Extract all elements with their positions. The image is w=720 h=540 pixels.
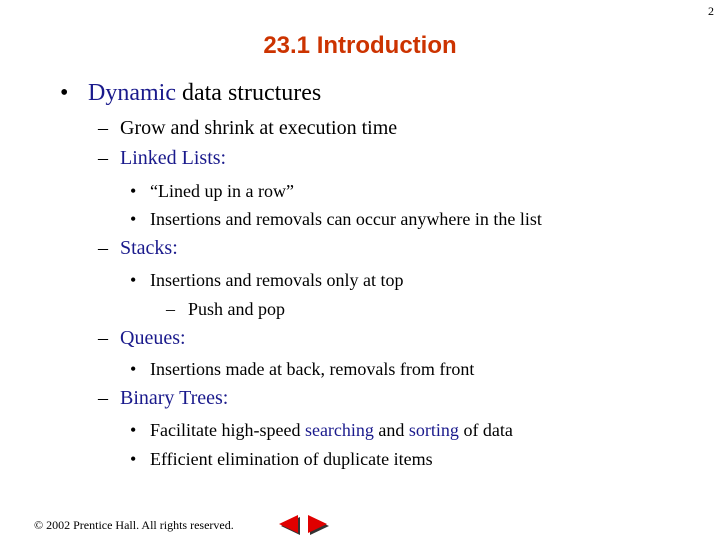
bullet-marker: • bbox=[130, 449, 137, 469]
page-number: 2 bbox=[708, 4, 714, 18]
bullet-marker: • bbox=[60, 80, 69, 106]
copyright-footer: © 2002 Prentice Hall. All rights reserved. bbox=[34, 518, 234, 532]
subitem-heading: Stacks: bbox=[120, 237, 178, 259]
dash-marker: – bbox=[98, 117, 108, 139]
stacks-subpoint-push-pop bbox=[166, 299, 285, 320]
dash-marker: – bbox=[98, 237, 108, 259]
bullet-dynamic-data-structures bbox=[60, 80, 321, 107]
subpoint-text: Push and pop bbox=[188, 299, 286, 319]
subitem-grow-shrink bbox=[98, 117, 397, 140]
subitem-heading: Linked Lists: bbox=[120, 147, 227, 169]
point-text-pre: Facilitate high-speed bbox=[150, 420, 305, 440]
bullet-marker: • bbox=[130, 359, 137, 379]
bullet-text: data structures bbox=[175, 80, 322, 106]
linked-lists-point-lined-up bbox=[130, 181, 294, 202]
right-triangle-icon bbox=[306, 514, 332, 536]
subitem-stacks bbox=[98, 237, 178, 260]
queues-point-insertions bbox=[130, 359, 474, 380]
slide-title: 23.1 Introduction bbox=[263, 32, 457, 59]
point-text: Efficient elimination of duplicate items bbox=[150, 449, 433, 469]
left-triangle-icon bbox=[276, 514, 302, 536]
point-text: Insertions and removals only at top bbox=[150, 270, 404, 290]
emphasis-searching: searching bbox=[304, 420, 374, 440]
dash-marker: – bbox=[98, 327, 108, 349]
point-text: “Lined up in a row” bbox=[150, 181, 294, 201]
next-slide-button[interactable] bbox=[306, 514, 332, 536]
subitem-queues bbox=[98, 327, 186, 350]
emphasis-sorting: sorting bbox=[408, 420, 459, 440]
point-text-mid: and bbox=[373, 420, 409, 440]
emphasis-dynamic: Dynamic bbox=[88, 80, 176, 106]
previous-slide-button[interactable] bbox=[276, 514, 302, 536]
bullet-marker: • bbox=[130, 181, 137, 201]
dash-marker: – bbox=[98, 147, 108, 169]
stacks-point-insertions bbox=[130, 270, 403, 291]
subitem-linked-lists bbox=[98, 147, 226, 170]
binary-trees-point-facilitate bbox=[130, 420, 513, 441]
point-text: Insertions made at back, removals from front bbox=[150, 359, 475, 379]
subitem-text: Grow and shrink at execution time bbox=[120, 117, 398, 139]
bullet-marker: • bbox=[130, 420, 137, 440]
subitem-heading: Binary Trees: bbox=[120, 387, 229, 409]
subitem-heading: Queues: bbox=[120, 327, 186, 349]
point-text: Insertions and removals can occur anywhere in the list bbox=[150, 209, 542, 229]
binary-trees-point-duplicates bbox=[130, 449, 433, 470]
point-text-post: of data bbox=[458, 420, 513, 440]
dash-marker: – bbox=[98, 387, 108, 409]
dash-marker: – bbox=[166, 299, 175, 319]
subitem-binary-trees bbox=[98, 387, 228, 410]
linked-lists-point-insertions bbox=[130, 209, 542, 230]
bullet-marker: • bbox=[130, 209, 137, 229]
bullet-marker: • bbox=[130, 270, 137, 290]
